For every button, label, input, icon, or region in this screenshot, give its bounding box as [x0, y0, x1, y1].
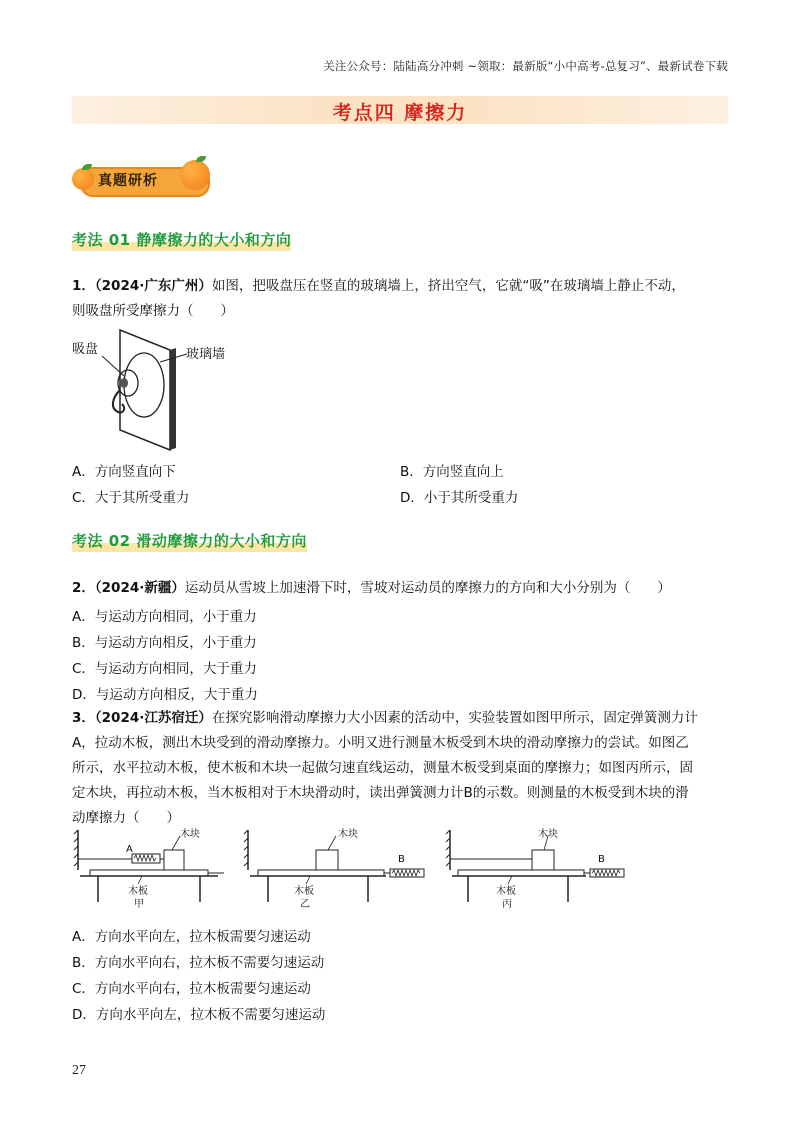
friction-experiment-figures — [72, 828, 652, 920]
wood-block — [316, 850, 338, 870]
page-number: 27 — [72, 1063, 86, 1078]
svg-text:木块: 木块 — [180, 829, 200, 840]
header-note: 关注公众号：陆陆高分冲刺 ~领取：最新版“小中高考-总复习”、最新试卷下载 — [323, 59, 728, 73]
figure-bing — [446, 828, 624, 910]
question-source: （2024·广东广州） — [94, 278, 212, 294]
badge-label: 真题研析 — [98, 173, 158, 189]
svg-text:木板: 木板 — [294, 886, 314, 897]
title-bar — [72, 96, 728, 124]
question-3-line-3: 所示，水平拉动木板，使木板和木块一起做匀速直线运动，测量木板受到桌面的摩擦力；如图丙所示，固 — [72, 760, 693, 776]
wood-board — [458, 870, 584, 876]
svg-text:B: B — [598, 854, 605, 865]
svg-text:丙: 丙 — [502, 899, 512, 910]
page-title: 考点四 摩擦力 — [332, 102, 468, 124]
svg-text:B: B — [398, 854, 405, 865]
orange-icon — [72, 168, 94, 190]
leaf-icon — [196, 156, 206, 162]
option-b[interactable]: B．方向水平向右，拉木板不需要匀速运动 — [72, 955, 325, 971]
svg-text:乙: 乙 — [300, 899, 310, 910]
wood-block — [164, 850, 184, 870]
option-a[interactable]: A．方向水平向左，拉木板需要匀速运动 — [72, 929, 311, 945]
question-1-line-2: 则吸盘所受摩擦力（ ） — [72, 303, 234, 319]
section-heading-2: 考法 02 滑动摩擦力的大小和方向 — [72, 532, 307, 550]
suction-cup-figure — [72, 328, 262, 453]
question-3-line-1 — [72, 706, 698, 731]
svg-text:木板: 木板 — [128, 886, 148, 897]
option-b[interactable]: B．与运动方向相反，小于重力 — [72, 635, 257, 651]
option-c[interactable]: C．与运动方向相同，大于重力 — [72, 661, 257, 677]
question-number: 3． — [72, 710, 95, 726]
orange-icon — [180, 160, 210, 190]
label-suction-cup: 吸盘 — [72, 342, 99, 357]
question-1-line-1 — [72, 274, 685, 299]
option-c[interactable]: C．方向水平向右，拉木板需要匀速运动 — [72, 981, 311, 997]
section-badge — [72, 154, 217, 198]
svg-text:木板: 木板 — [496, 886, 516, 897]
label-glass-wall: 玻璃墙 — [186, 347, 226, 362]
figure-jia — [74, 828, 224, 910]
svg-text:甲: 甲 — [134, 899, 144, 910]
svg-text:木块: 木块 — [538, 829, 558, 840]
question-2-stem — [72, 576, 671, 601]
svg-text:A: A — [126, 844, 133, 855]
suction-cup-knob — [120, 378, 128, 388]
question-source: （2024·新疆） — [94, 580, 185, 596]
glass-wall-edge — [170, 348, 176, 450]
question-3-line-4: 定木块，再拉动木板，当木板相对于木块滑动时，读出弹簧测力计B的示数。则测量的木板受到木块的滑 — [72, 785, 689, 801]
wood-board — [90, 870, 208, 876]
question-text: 如图，把吸盘压在竖直的玻璃墙上，挤出空气，它就“吸”在玻璃墙上静止不动， — [211, 278, 685, 294]
question-3-line-5: 动摩擦力（ ） — [72, 810, 180, 826]
option-d[interactable]: D．小于其所受重力 — [400, 490, 519, 506]
wood-board — [258, 870, 384, 876]
question-source: （2024·江苏宿迁） — [94, 710, 212, 726]
section-heading-1: 考法 01 静摩擦力的大小和方向 — [72, 231, 292, 249]
option-b[interactable]: B．方向竖直向上 — [400, 464, 504, 480]
option-d[interactable]: D．方向水平向左，拉木板不需要匀速运动 — [72, 1007, 326, 1023]
question-text: 在探究影响滑动摩擦力大小因素的活动中，实验装置如图甲所示，固定弹簧测力计 — [211, 710, 698, 726]
option-a[interactable]: A．方向竖直向下 — [72, 464, 176, 480]
option-a[interactable]: A．与运动方向相同，小于重力 — [72, 609, 257, 625]
figure-yi — [244, 828, 424, 910]
question-3-line-2: A，拉动木板，测出木块受到的滑动摩擦力。小明又进行测量木板受到木块的滑动摩擦力的尝试。如图乙 — [72, 735, 689, 751]
option-d[interactable]: D．与运动方向相反，大于重力 — [72, 687, 258, 703]
svg-text:木块: 木块 — [338, 829, 358, 840]
question-number: 2． — [72, 580, 95, 596]
question-text: 运动员从雪坡上加速滑下时，雪坡对运动员的摩擦力的方向和大小分别为（ ） — [184, 580, 671, 596]
option-c[interactable]: C．大于其所受重力 — [72, 490, 190, 506]
glass-wall — [120, 330, 170, 450]
question-number: 1． — [72, 278, 95, 294]
wood-block — [532, 850, 554, 870]
